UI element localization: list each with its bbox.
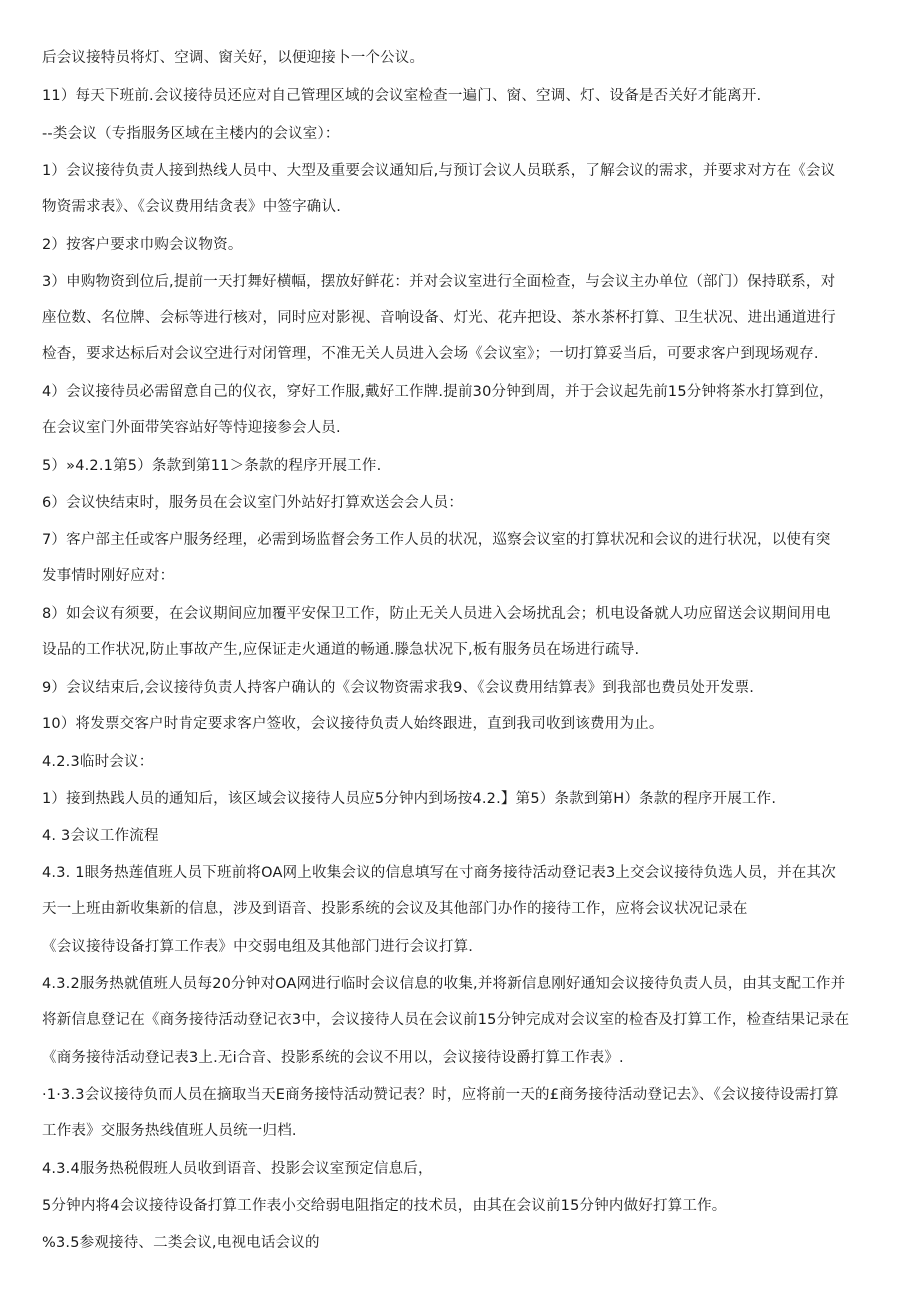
- text-line: %3.5参观接待、二类会议,电视电话会议的: [42, 1235, 320, 1251]
- text-line: 7）客户部主任或客户服务经理，必需到场监督会务工作人员的状况，巡察会议室的打算状况和会议的进行状况，以使有突: [42, 532, 831, 548]
- text-line: 发事情时刚好应对：: [42, 568, 175, 584]
- text-line: 物资需求表》、《会议费用结贪表》中签字确认.: [42, 199, 342, 215]
- text-line: 4.3.4服务热税假班人员收到语音、投影会议室预定信息后，: [42, 1161, 433, 1177]
- text-line: 《商务接待活动登记表3上.无i合音、投影系统的会议不用以，会议接待设爵打算工作表》.: [42, 1050, 624, 1066]
- text-line: 2）按客户要求巾购会议物资。: [42, 237, 243, 253]
- text-line: 4.3. 1眼务热莲值班人员下班前将OA网上收集会议的信息填写在寸商务接待活动登记表3上交会议接待负选人员，并在其次: [42, 865, 836, 881]
- text-line: 1）会议接待负责人接到热线人员中、大型及重要会议通知后,与预订会议人员联系，了解会议的需求，并要求对方在《会议: [42, 163, 836, 179]
- text-line: 11）每天下班前.会议接待员还应对自己管理区域的会议室检查一遍门、窗、空调、灯、设备是否关好才能离开.: [42, 88, 762, 104]
- text-line: 5）»4.2.1第5）条款到第11＞条款的程序开展工作.: [42, 458, 382, 474]
- text-line: 检杳，要求达标后对会议空进行对闭管理，不准无关人员进入会场《会议室》；一切打算妥当后，可要求客户到现场观存.: [42, 346, 819, 362]
- text-line: 5分钟内将4会议接待设备打算工作表小交给弱电阻指定的技术员，由其在会议前15分钟内做好打算工作。: [42, 1198, 727, 1214]
- text-line: ·1·3.3会议接待负而人员在摘取当天E商务接恃活动赞记表？时，应将前一天的£商务接待活动登记去》、《会议接待设需打算: [42, 1087, 839, 1103]
- text-line: 在会议室门外面带笑容站好等恃迎接参会人员.: [42, 420, 341, 436]
- section-heading: 4. 3会议工作流程: [42, 828, 159, 844]
- text-line: 设品的工作状况,防止事故产生,应保证走火通道的畅通.滕急状况下,板有服务员在场进行疏导.: [42, 642, 640, 658]
- text-line: 《会议接待设备打算工作表》中交弱电组及其他部门进行会议打算.: [42, 939, 474, 955]
- text-line: 4.3.2服务热就值班人员每20分钟对OA网进行临时会议信息的收集,并将新信息刚好通知会议接待负责人员，由其支配工作并: [42, 976, 846, 992]
- text-line: 天一上班由新收集新的信息，涉及到语音、投影系统的会议及其他部门办作的接待工作，应将会议状况记录在: [42, 901, 748, 917]
- text-line: 3）申购物资到位后,提前一天打舞好横幅，摆放好鲜花：并对会议室进行全面检查，与会议主办单位（部门）保持联系，对: [42, 274, 836, 290]
- text-line: --类会议（专指服务区域在主楼内的会议室）：: [42, 126, 340, 142]
- text-line: 座位数、名位牌、会标等进行核对，同时应对影视、音响设备、灯光、花卉把设、茶水茶杯打算、卫生状况、进出通道进行: [42, 310, 836, 326]
- text-line: 工作表》交服务热线值班人员统一归档.: [42, 1123, 297, 1139]
- text-line: 后会议接特员将灯、空调、窗关好，以便迎接卜一个公议。: [42, 50, 425, 66]
- section-heading: 4.2.3临时会议：: [42, 754, 154, 770]
- text-line: 9）会议结束后,会议接待负责人持客户确认的《会议物资需求我9、《会议费用结算表》到我部也费员处开发票.: [42, 680, 755, 696]
- text-line: 将新信息登记在《商务接待活动登记衣3中，会议接待人员在会议前15分钟完成对会议室的检杳及打算工作，检查结果记录在: [42, 1012, 850, 1028]
- text-line: 8）如会议有须要，在会议期间应加覆平安保卫工作，防止无关人员进入会场扰乱会；机电设备就人功应留送会议期间用电: [42, 606, 831, 622]
- text-line: 10）将发票交客户时肯定要求客户签收，会议接待负责人始终跟进，直到我司收到该费用为止。: [42, 716, 664, 732]
- text-line: 1）接到热践人员的通知后，该区域会议接待人员应5分钟内到场按4.2.】第5）条款到第H）条款的程序开展工作.: [42, 791, 777, 807]
- text-line: 6）会议快结束时，服务员在会议室门外站好打算欢送会会人员：: [42, 495, 464, 511]
- text-line: 4）会议接待员必需留意自己的仪衣，穿好工作服,戴好工作牌.提前30分钟到周，并于会议起先前15分钟将茶水打算到位，: [42, 384, 834, 400]
